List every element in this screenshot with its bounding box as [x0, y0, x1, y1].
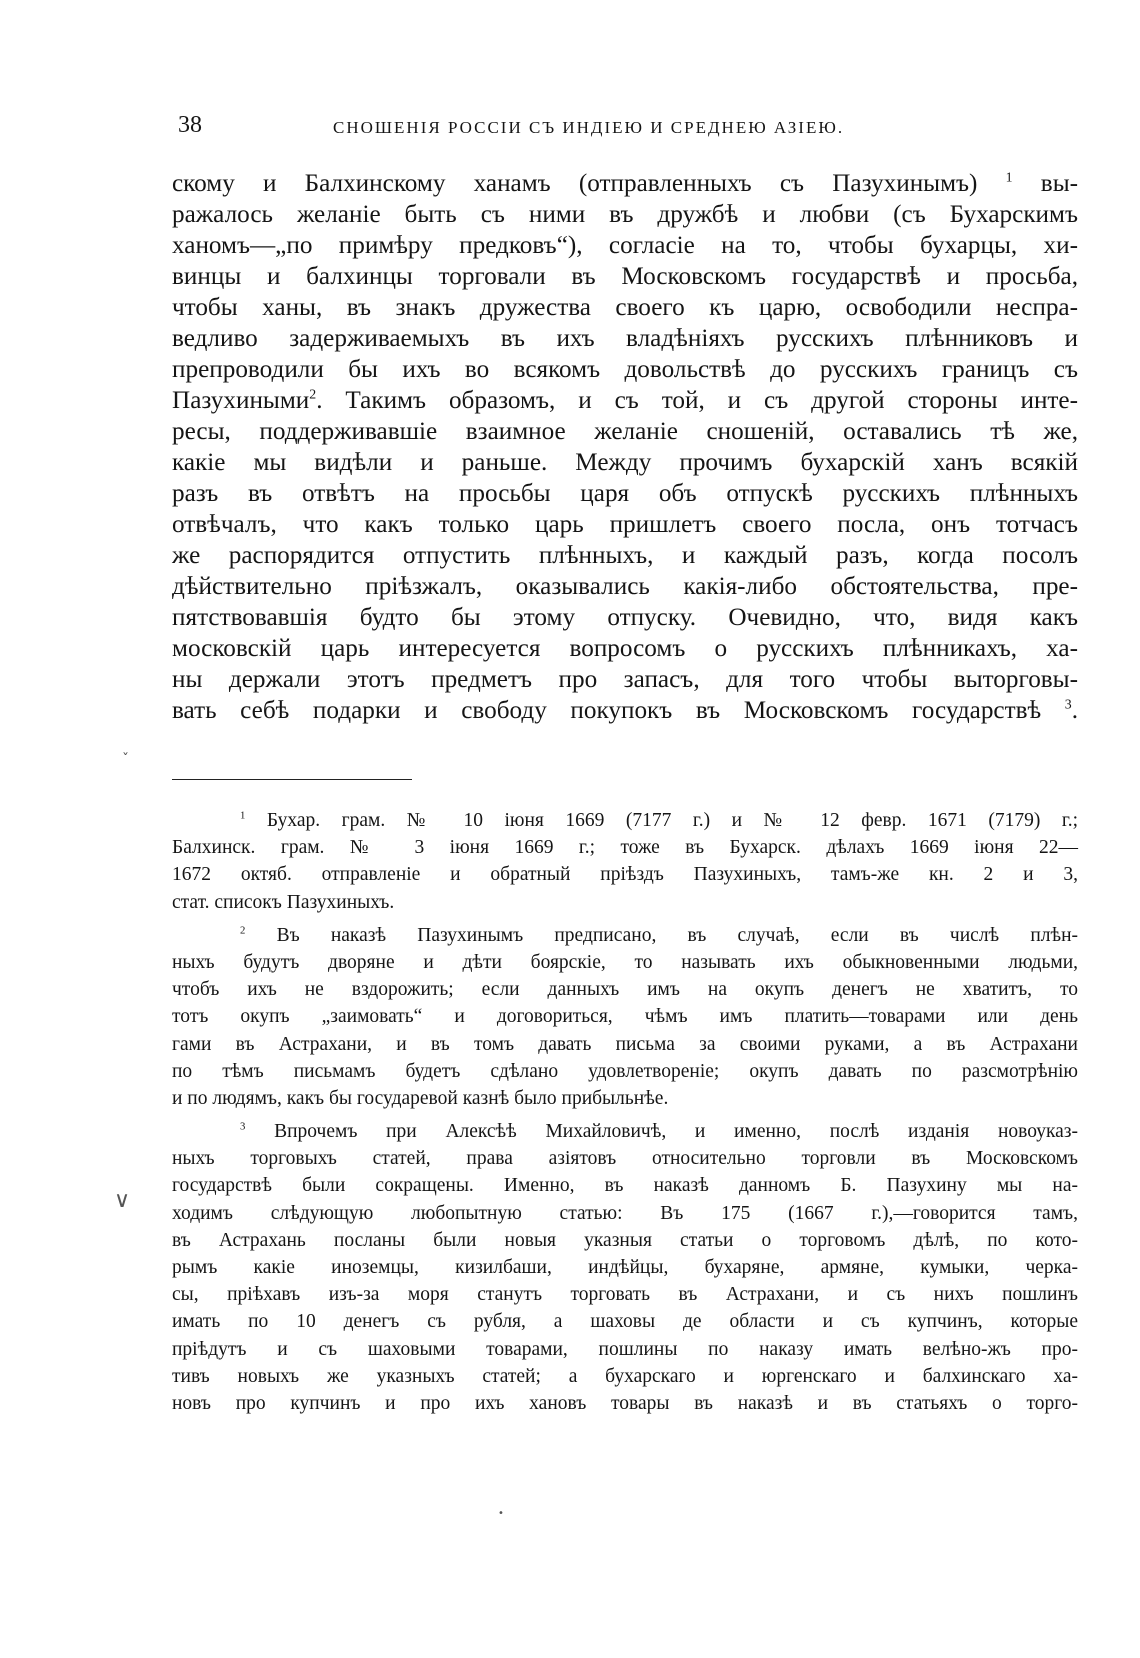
- footnote-2-line: по тѣмъ письмамъ будетъ сдѣлано удовлетвореніе; окупъ давать по разсмотрѣнію: [172, 1060, 1078, 1082]
- text-line: чтобы ханы, въ знакъ дружества своего къ царю, освободили неспра-: [172, 294, 1078, 321]
- text-line: Пазухиными$^2$. Такимъ образомъ, и съ той, и съ другой стороны инте-: [172, 386, 1078, 414]
- footnote-3-line: государствѣ были сокращены. Именно, въ наказѣ данномъ Б. Пазухину мы на-: [172, 1175, 1078, 1197]
- page-header: [178, 112, 1078, 148]
- footnote-3-line: ходимъ слѣдующую любопытную статью: Въ 175 (1667 г.),—говорится тамъ,: [172, 1202, 1078, 1224]
- footnotes-block: [172, 807, 1078, 1417]
- page-number: 38: [178, 112, 202, 138]
- footnote-3-line: $^3$ Впрочемъ при Алексѣѣ Михайловичѣ, и именно, послѣ изданія новоуказ-: [240, 1120, 1078, 1143]
- footnote-3-line: рымъ какіе иноземцы, кизилбаши, индѣйцы, бухаряне, армяне, кумыки, черка-: [172, 1257, 1078, 1278]
- text-line: разъ въ отвѣтъ на просьбы царя объ отпускѣ русскихъ плѣнныхъ: [172, 480, 1078, 507]
- footnote-3-line: тивъ новыхъ же указныхъ статей; а бухарскаго и юргенскаго и балхинскаго ха-: [172, 1365, 1078, 1387]
- text-line: же распорядится отпустить плѣнныхъ, и каждый разъ, когда посолъ: [172, 542, 1078, 569]
- text-line: ресы, поддерживавшіе взаимное желаніе сношеній, оставались тѣ же,: [172, 418, 1078, 445]
- scan-speck-icon: ˇ: [122, 752, 129, 768]
- footnote-3-line: имать по 10 денегъ съ рубля, а шаховы де области и съ купчинъ, которые: [172, 1311, 1078, 1333]
- text-line: московскій царь интересуется вопросомъ о русскихъ плѣнникахъ, ха-: [172, 635, 1078, 662]
- footnote-2-line: гами въ Астрахани, и въ томъ давать письма за своими руками, а въ Астрахани: [172, 1033, 1078, 1055]
- text-line: дѣйствительно пріѣзжалъ, оказывались какія-либо обстоятельства, пре-: [172, 573, 1078, 600]
- footnote-2-line: ныхъ будутъ дворяне и дѣти боярскіе, то называть ихъ обыкновенными людьми,: [172, 951, 1078, 973]
- footnote-3-line: пріѣдутъ и съ шаховыми товарами, пошлины по наказу имать велѣно-жъ про-: [172, 1338, 1078, 1360]
- text-line: пятствовавшія будто бы этому отпуску. Очевидно, что, видя какъ: [172, 604, 1078, 631]
- footnote-3-line: сы, пріѣхавъ изъ-за моря станутъ торговать въ Астрахани, и съ нихъ пошлинъ: [172, 1284, 1078, 1306]
- running-title: СНОШЕНІЯ РОССІИ СЪ ИНДІЕЮ И СРЕДНЕЮ АЗІЕЮ.: [333, 118, 845, 137]
- footnote-2-line: и по людямъ, какъ бы государевой казнѣ было прибыльнѣе.: [172, 1087, 669, 1109]
- footnote-2-line: тотъ окупъ „заимовать“ и договориться, чѣмъ имъ платить—товарами или день: [172, 1006, 1078, 1028]
- text-line: вать себѣ подарки и свободу покупокъ въ Московскомъ государствѣ $^3$.: [172, 696, 1078, 724]
- text-line: ханомъ—„по примѣру предковъ“), согласіе на то, чтобы бухарцы, хи-: [172, 232, 1078, 259]
- footnote-1-line: 1672 октяб. отправленіе и обратный пріѣздъ Пазухиныхъ, тамъ-же кн. 2 и 3,: [172, 864, 1078, 886]
- footnote-3-line: въ Астрахань посланы были новыя указныя статьи о торговомъ дѣлѣ, по кото-: [172, 1229, 1078, 1251]
- main-text-block: [172, 168, 1078, 726]
- text-line: ны держали этотъ предметъ про запасъ, для того чтобы выторговы-: [172, 666, 1078, 693]
- text-line: винцы и балхинцы торговали въ Московскомъ государствѣ и просьба,: [172, 263, 1078, 290]
- text-line: отвѣчалъ, что какъ только царь пришлетъ своего посла, онъ тотчасъ: [172, 511, 1078, 538]
- footnote-1-line: $^1$ Бухар. грам. № 10 іюня 1669 (7177 г.) и № 12 февр. 1671 (7179) г.;: [240, 809, 1078, 831]
- scan-speck-icon: •: [498, 1508, 504, 1519]
- text-line: скому и Балхинскому ханамъ (отправленныхъ съ Пазухинымъ) $^1$ вы-: [172, 169, 1079, 197]
- text-line: ведливо задерживаемыхъ въ ихъ владѣніяхъ русскихъ плѣнниковъ и: [172, 325, 1078, 352]
- text-line: какіе мы видѣли и раньше. Между прочимъ бухарскій ханъ всякій: [172, 449, 1078, 476]
- footnote-3-line: новъ про купчинъ и про ихъ хановъ товары въ наказѣ и въ статьяхъ о торго-: [172, 1392, 1078, 1414]
- footnote-1-line: стат. списокъ Пазухиныхъ.: [172, 891, 395, 913]
- footnote-2-line: чтобъ ихъ не вздорожить; если данныхъ имъ на окупъ денегъ не хватитъ, то: [172, 979, 1078, 1001]
- footnote-2-line: $^2$ Въ наказѣ Пазухинымъ предписано, въ случаѣ, если въ числѣ плѣн-: [240, 924, 1079, 946]
- scan-speck-icon: ∨: [114, 1188, 131, 1213]
- footnote-separator: [172, 779, 412, 780]
- text-line: препроводили бы ихъ во всякомъ довольствѣ до русскихъ границъ съ: [172, 356, 1078, 383]
- footnote-1-line: Балхинск. грам. № 3 іюня 1669 г.; тоже въ Бухарск. дѣлахъ 1669 іюня 22—: [172, 837, 1078, 859]
- footnote-3-line: ныхъ торговыхъ статей, права азіятовъ относительно торговли въ Московскомъ: [172, 1148, 1078, 1170]
- text-line: ражалось желаніе быть съ ними въ дружбѣ и любви (съ Бухарскимъ: [172, 201, 1078, 228]
